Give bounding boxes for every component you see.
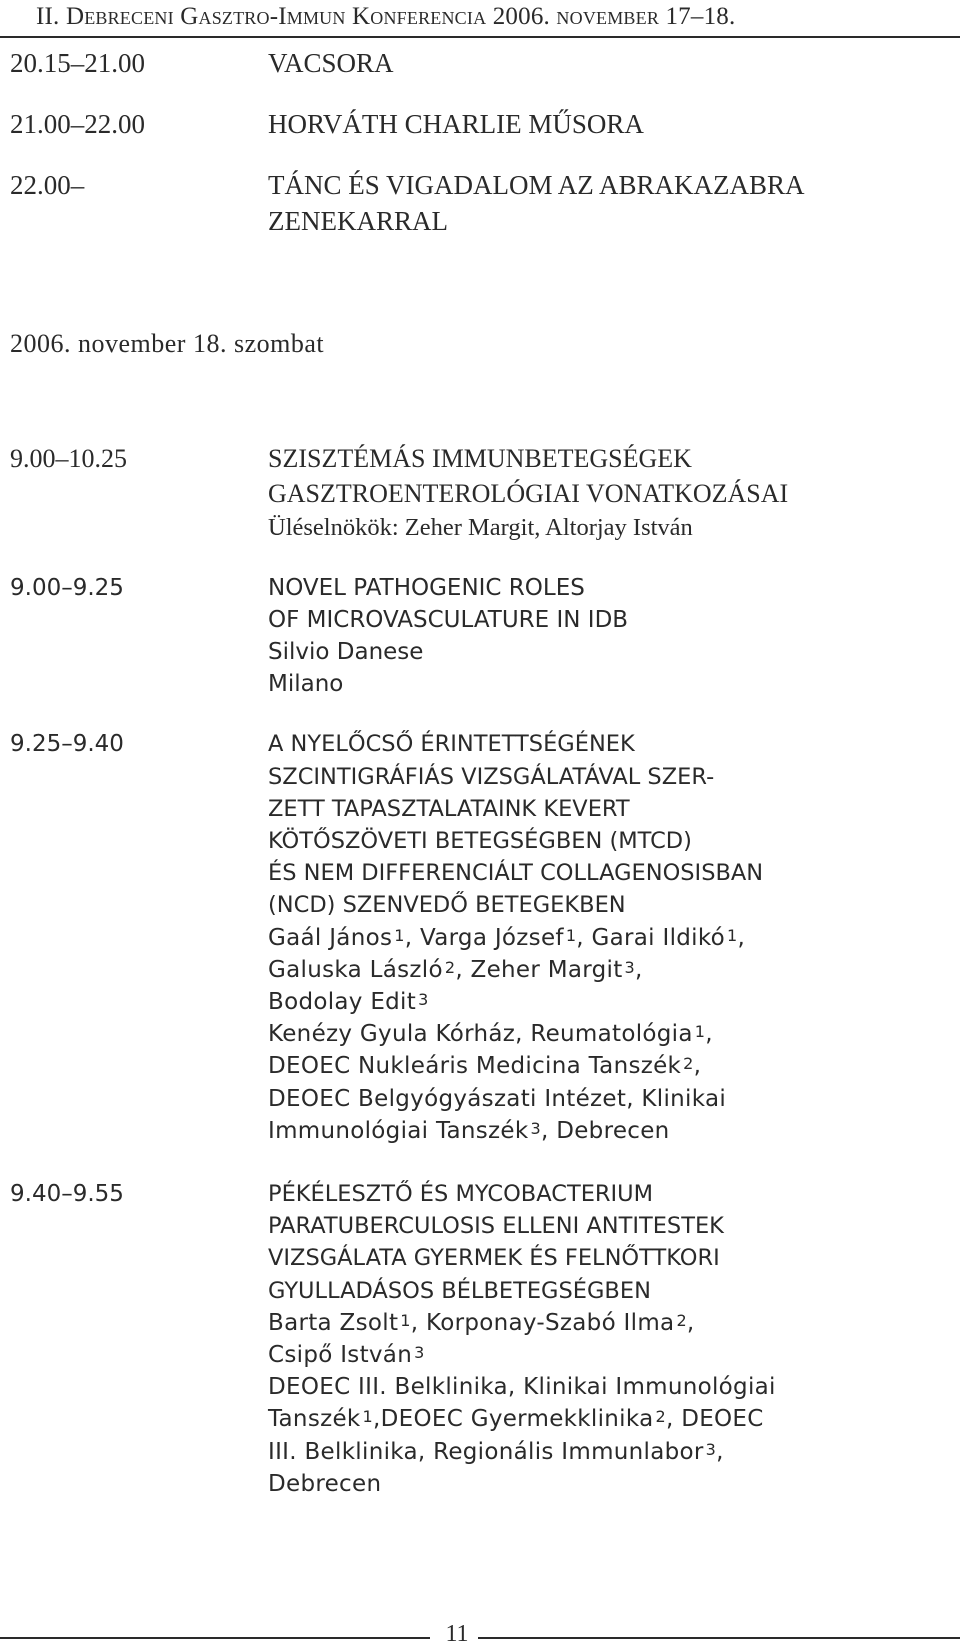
session-title: GASZTROENTEROLÓGIAI VONATKOZÁSAI xyxy=(268,478,789,508)
affiliation-ref: 2 xyxy=(444,957,456,977)
talk-author: Silvio Danese xyxy=(268,638,424,665)
affiliation-line xyxy=(268,1050,950,1082)
schedule-entry xyxy=(10,170,950,239)
affiliation-ref: 2 xyxy=(676,1310,687,1330)
author-name: Bodolay Edit xyxy=(268,988,417,1015)
talk-title: ZETT TAPASZTALATAINK KEVERT xyxy=(268,795,630,822)
affiliation-line xyxy=(268,1436,950,1468)
talk-title: SZCINTIGRÁFIÁS VIZSGÁLATÁVAL SZER- xyxy=(268,763,715,790)
author-name: Barta Zsolt xyxy=(268,1309,399,1336)
affiliation-ref: 3 xyxy=(418,989,429,1009)
separator: , xyxy=(705,1021,713,1048)
session-block xyxy=(10,442,950,546)
affiliation: Debrecen xyxy=(268,1470,382,1497)
author-name: , Korponay-Szabó Ilma xyxy=(410,1309,675,1336)
program-page xyxy=(10,48,950,1500)
affiliation-line xyxy=(268,1468,950,1500)
talk-title: NOVEL PATHOGENIC ROLES xyxy=(268,574,585,601)
entry-time: 20.15–21.00 xyxy=(10,48,145,78)
talk-title: GYULLADÁSOS BÉLBETEGSÉGBEN xyxy=(268,1277,651,1304)
affiliation-line xyxy=(268,1018,950,1050)
talk-title: A NYELŐCSŐ ÉRINTETTSÉGÉNEK xyxy=(268,731,635,758)
affiliation: , DEOEC xyxy=(665,1406,764,1433)
talk-title: OF MICROVASCULATURE IN IDB xyxy=(268,606,629,633)
author-name: , Garai Ildikó xyxy=(576,924,726,951)
footer-rule-left xyxy=(0,1637,430,1639)
affiliation: DEOEC Nukleáris Medicina Tanszék xyxy=(268,1053,682,1080)
affiliation-line xyxy=(268,1115,950,1147)
entry-title: VACSORA xyxy=(268,48,394,78)
author-line xyxy=(268,986,950,1018)
separator: , xyxy=(716,1438,724,1465)
conference-title: II. Debreceni Gasztro-Immun Konferencia 2006. november 17–18. xyxy=(36,3,736,30)
affiliation-ref: 3 xyxy=(414,1342,425,1362)
affiliation-ref: 3 xyxy=(624,957,636,977)
talk-title: VIZSGÁLATA GYERMEK ÉS FELNŐTTKORI xyxy=(268,1245,720,1272)
talk-title: (NCD) SZENVEDŐ BETEGEKBEN xyxy=(268,892,626,919)
page-header xyxy=(0,0,960,38)
affiliation-line xyxy=(268,1403,950,1435)
session-time: 9.00–10.25 xyxy=(10,444,127,473)
author-name: Gaál János xyxy=(268,924,393,951)
entry-time: 21.00–22.00 xyxy=(10,109,145,139)
talk-title: KÖTŐSZÖVETI BETEGSÉGBEN (MTCD) xyxy=(268,827,692,854)
affiliation: ,DEOEC Gyermekklinika xyxy=(373,1406,654,1433)
author-name: Galuska László xyxy=(268,956,443,983)
affiliation-ref: 2 xyxy=(683,1054,694,1074)
session-title: SZISZTÉMÁS IMMUNBETEGSÉGEK xyxy=(268,444,692,473)
affiliation: Immunológiai Tanszék xyxy=(268,1117,529,1144)
affiliation: Kenézy Gyula Kórház, Reumatológia xyxy=(268,1021,693,1048)
entry-title: TÁNC ÉS VIGADALOM AZ ABRAKAZABRA xyxy=(268,170,805,200)
talk-time: 9.40–9.55 xyxy=(10,1180,124,1207)
talk-block xyxy=(10,728,950,1147)
affiliation: DEOEC Belgyógyászati Intézet, Klinikai xyxy=(268,1085,727,1112)
separator: , xyxy=(686,1309,695,1336)
affiliation-ref: 1 xyxy=(362,1407,374,1427)
author-name: , Zeher Margit xyxy=(455,956,623,983)
page-number: 11 xyxy=(445,1621,469,1647)
talk-place: Milano xyxy=(268,671,344,698)
entry-title: HORVÁTH CHARLIE MŰSORA xyxy=(268,109,644,139)
affiliation-line xyxy=(268,1371,950,1403)
affiliation-ref: 1 xyxy=(694,1022,706,1042)
affiliation: III. Belklinika, Regionális Immunlabor xyxy=(268,1438,704,1465)
talk-block xyxy=(10,572,950,701)
author-line xyxy=(268,954,950,986)
talk-title: PÉKÉLESZTŐ ÉS MYCOBACTERIUM xyxy=(268,1180,654,1207)
author-line xyxy=(268,1339,950,1371)
talk-time: 9.00–9.25 xyxy=(10,574,124,601)
author-line xyxy=(268,1307,950,1339)
author-name: , Varga József xyxy=(404,924,564,951)
footer-rule-right xyxy=(478,1637,960,1639)
affiliation: , Debrecen xyxy=(541,1117,670,1144)
schedule-entry xyxy=(10,48,950,78)
affiliation-ref: 3 xyxy=(530,1118,541,1138)
talk-title: ÉS NEM DIFFERENCIÁLT COLLAGENOSISBAN xyxy=(268,860,764,887)
author-name: Csipő István xyxy=(268,1341,413,1368)
affiliation: DEOEC III. Belklinika, Klinikai Immunológiai xyxy=(268,1374,776,1401)
affiliation-ref: 1 xyxy=(727,925,738,945)
talk-time: 9.25–9.40 xyxy=(10,731,124,758)
separator: , xyxy=(737,924,746,951)
affiliation-ref: 2 xyxy=(655,1407,666,1427)
talk-title: PARATUBERCULOSIS ELLENI ANTITESTEK xyxy=(268,1213,724,1240)
schedule-entry xyxy=(10,109,950,139)
separator: , xyxy=(693,1053,702,1080)
affiliation-ref: 3 xyxy=(705,1439,717,1459)
affiliation: Tanszék xyxy=(268,1406,361,1433)
entry-title: ZENEKARRAL xyxy=(268,206,448,236)
affiliation-ref: 1 xyxy=(400,1310,411,1330)
affiliation-ref: 1 xyxy=(565,925,577,945)
separator: , xyxy=(635,956,643,983)
day-heading: 2006. november 18. szombat xyxy=(10,329,325,358)
entry-time: 22.00– xyxy=(10,170,85,200)
affiliation-line xyxy=(268,1083,950,1115)
author-line xyxy=(268,922,950,954)
talk-block xyxy=(10,1178,950,1500)
affiliation-ref: 1 xyxy=(394,925,405,945)
session-chairs: Üléselnökök: Zeher Margit, Altorjay István xyxy=(268,514,693,541)
